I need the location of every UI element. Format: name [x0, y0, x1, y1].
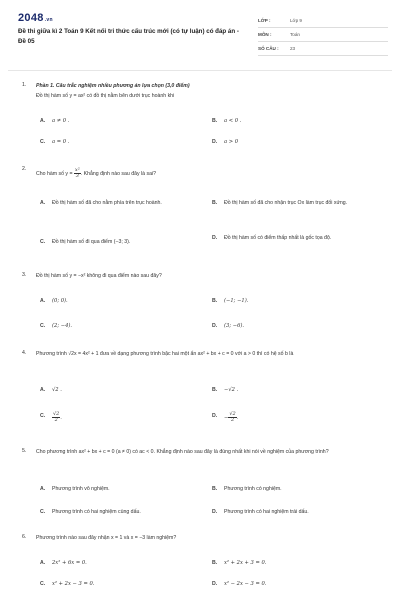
option-label: A. — [40, 298, 46, 304]
meta-value: 23 — [290, 46, 296, 51]
question-text: Đồ thị hàm số y = ax² có đồ thị nằm bên dưới trục hoành khi — [36, 93, 175, 99]
option-text: x² + 2x − 3 = 0. — [52, 581, 95, 587]
question-text: Đồ thị hàm số y = −x² không đi qua điểm nào sau đây? — [36, 273, 162, 279]
question-number: 6. — [22, 534, 27, 540]
question-text: Cho phương trình ax² + bx + c = 0 (a ≠ 0) có ac < 0. Khẳng định nào sau đây là đúng nhất khi nói về nghiệm của phương trình? — [36, 449, 329, 455]
option-text: 2x² + 6x = 0. — [52, 560, 87, 566]
question-text-part: Cho hàm số y = — [36, 170, 74, 177]
option-label: A. — [40, 200, 46, 206]
option-label: A. — [40, 560, 46, 566]
option-text: Phương trình có hai nghiệm trái dấu. — [224, 509, 309, 515]
option-label: D. — [212, 413, 218, 419]
option-label: A. — [40, 486, 46, 492]
question-4 — [22, 350, 372, 436]
option-text: Đồ thị hàm số đi qua điểm (−3; 3). — [52, 239, 131, 245]
option-label: A. — [40, 387, 46, 393]
option-text: a > 0 — [224, 139, 239, 145]
fraction-numerator: √2 — [229, 411, 236, 417]
fraction-denominator: 2 — [230, 417, 235, 423]
option-text: Đồ thị hàm số đã cho nằm phía trên trục hoành. — [52, 200, 162, 206]
question-1 — [22, 82, 372, 152]
option-label: C. — [40, 509, 46, 515]
question-3 — [22, 272, 372, 334]
option-label: C. — [40, 239, 46, 245]
option-text: (0; 0). — [52, 298, 68, 304]
option-text: Đồ thị hàm số có điểm thấp nhất là gốc tọa độ. — [224, 235, 332, 241]
option-text: Phương trình có nghiệm. — [224, 486, 282, 492]
question-text: Phương trình nào sau đây nhận x = 1 và x = −3 làm nghiệm? — [36, 535, 177, 541]
option-text: (3; −6). — [224, 323, 245, 329]
option-suffix: . — [236, 414, 239, 421]
fraction-numerator: x² — [74, 167, 80, 173]
question-number: 3. — [22, 272, 27, 278]
option-text: √2 . — [52, 387, 62, 393]
option-text: Đồ thị hàm số đã cho nhận trục Ox làm trục đối xứng. — [224, 200, 348, 206]
meta-value: Toán — [290, 32, 300, 37]
logo-suffix: .vn — [44, 17, 53, 23]
site-logo[interactable] — [18, 12, 53, 24]
meta-key: MÔN : — [258, 32, 272, 37]
meta-value: Lớp 9 — [290, 18, 302, 23]
question-text-part: . Khẳng định nào sau đây là sai? — [80, 170, 157, 177]
question-2 — [22, 166, 372, 258]
option-label: C. — [40, 581, 46, 587]
option-text: (2; −4). — [52, 323, 73, 329]
option-prefix: − — [224, 414, 229, 421]
document-header — [8, 12, 392, 58]
option-text: a = 0 . — [52, 139, 70, 145]
meta-row-class — [258, 14, 388, 28]
option-text: a ≠ 0 . — [52, 118, 70, 124]
option-label: C. — [40, 139, 46, 145]
option-text — [52, 412, 212, 423]
option-text — [224, 412, 384, 423]
option-text: x² − 2x − 3 = 0. — [224, 581, 267, 587]
option-text: (−1; −1). — [224, 298, 249, 304]
divider — [8, 70, 392, 71]
option-label: D. — [212, 509, 218, 515]
option-label: A. — [40, 118, 46, 124]
question-6 — [22, 534, 372, 594]
option-label: C. — [40, 413, 46, 419]
option-text: −√2 . — [224, 387, 239, 393]
option-label: D. — [212, 581, 218, 587]
fraction — [228, 411, 239, 423]
option-text: x² + 2x + 3 = 0. — [224, 560, 267, 566]
meta-row-count — [258, 42, 388, 56]
fraction-denominator: 3 — [75, 173, 79, 179]
option-label: B. — [212, 200, 218, 206]
logo-text: 2048 — [18, 12, 44, 24]
option-label: D. — [212, 323, 218, 329]
option-label: C. — [40, 323, 46, 329]
fraction-denominator: 2 — [54, 417, 58, 423]
document-meta — [258, 14, 388, 56]
fraction-numerator: √2 — [53, 411, 60, 417]
question-number: 2. — [22, 166, 27, 172]
option-label: B. — [212, 298, 218, 304]
option-suffix: . — [60, 414, 62, 421]
option-label: B. — [212, 387, 218, 393]
document-title: Đề thi giữa kì 2 Toán 9 Kết nối tri thức cấu trúc mới (có tự luận) có đáp án - Đề 05 — [18, 28, 239, 45]
question-number: 1. — [22, 82, 27, 88]
option-text: Phương trình vô nghiệm. — [52, 486, 110, 492]
question-5 — [22, 448, 372, 518]
question-number: 4. — [22, 350, 27, 356]
option-text: a < 0 . — [224, 118, 242, 124]
question-number: 5. — [22, 448, 27, 454]
question-text: Phương trình √2x = 4x² + 1 đưa về dạng phương trình bậc hai một ẩn ax² + bx + c = 0 với a > 0 thì có hệ số b là — [36, 351, 294, 357]
question-text — [36, 168, 372, 179]
option-text: Phương trình có hai nghiệm cùng dấu. — [52, 509, 141, 515]
section-heading: Phần 1. Câu trắc nghiệm nhiều phương án lựa chọn (3,0 điểm) — [36, 83, 190, 89]
option-label: B. — [212, 560, 218, 566]
option-label: D. — [212, 139, 218, 145]
meta-key: SỐ CÂU : — [258, 46, 279, 51]
option-label: B. — [212, 118, 218, 124]
fraction — [74, 168, 81, 179]
option-label: D. — [212, 235, 218, 241]
option-label: B. — [212, 486, 218, 492]
meta-row-subject — [258, 28, 388, 42]
meta-key: LỚP : — [258, 18, 271, 23]
